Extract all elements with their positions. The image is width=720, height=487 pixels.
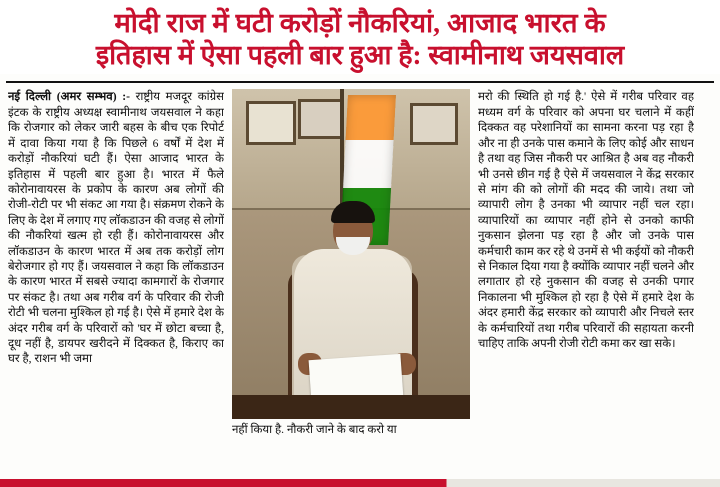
article-column-right [478, 89, 694, 445]
swaminath-jayaswal-portrait [232, 89, 470, 419]
article-body [0, 89, 720, 451]
headline-line-1: मोदी राज में घटी करोड़ों नौकरियां, आजाद भारत के [114, 8, 606, 38]
headline-block [0, 0, 720, 74]
headline-line-2: इतिहास में ऐसा पहली बार हुआ है: स्वामीनाथ जयसवाल [95, 40, 625, 71]
dateline: नई दिल्ली (अमर सम्भव) :- [8, 90, 130, 104]
desk [232, 395, 470, 419]
article-column-left-text: राष्ट्रीय मजदूर कांग्रेस इंटक के राष्ट्रीय अध्यक्ष स्वामीनाथ जयसवाल ने कहा कि रोजगार को लेकर जारी बहस के बीच एक रिपोर्ट में दावा किया गया है कि पिछले 6 वर्षों में देश में करोड़ों नौकरियां घटी हैं। ऐसा आजाद भारत के इतिहास में पहली बार हुआ है। भारत में फैले कोरोनावायरस के प्रकोप के कारण अब लोगों की रोजी-रोटी पर भी संकट आ गया है। संक्रमण रोकने के लिए के देश में लगाए गए लॉकडाउन की वजह से लोगों की नौकरियां खत्म हो रही हैं। कोरोनावायरस और लॉकडाउन के कारण भारत में अब तक करोड़ों लोग बेरोजगार हो गए हैं। जयसवाल ने कहा कि लॉकडाउन के कारण भारत में सबसे ज्यादा कामगारों के रोजगार पर संकट है। तथा अब गरीब वर्ग के परिवार की रोजी रोटी भी चलना मुश्किल हो गई है। ऐसे में हमारे देश के अंदर गरीब वर्ग के परिवारों को 'घर में छोटा बच्चा है, दूध नहीं है, डायपर खरीदने में दिक्कत है, किराए का घर है, राशन भी जमा [8, 90, 224, 366]
article-column-left [8, 89, 224, 445]
bottom-color-strip [0, 479, 720, 487]
headline-divider [6, 81, 714, 83]
photo-caption-text: नहीं किया है. नौकरी जाने के बाद करो या [232, 423, 397, 437]
photo-wall-frame-3 [410, 103, 458, 145]
article-column-right-text: मरो की स्थिति हो गई है.' ऐसे में गरीब परिवार वह मध्यम वर्ग के परिवार को अपना घर चलाने में कहीं दिक्कत वह परेशानियों का सामना करना पड़ रहा है और ना ही उनके पास कमाने के लिए कोई और साधन है तथा वह जिस नौकरी पर आश्रित है अब वह नौकरी भी उनसे छीन गई है ऐसे में जयसवाल ने केंद्र सरकार से मांग की को लोगों की मदद की जाये। तथा जो व्यापारी लोग है उनका भी व्यापार नहीं चल रहा। व्यापारियों का व्यापार नहीं होने से उनको काफी नुकसान झेलना पड़ रहा है और जो उनके पास कर्मचारी काम कर रहे थे उनमें से भी कईयों को नौकरी से निकाल दिया गया है क्योंकि व्यापार नहीं चलने और लगातार हो रहे नुकसान की वजह से उनकी पगार निकालना भी मुश्किल हो रहा है ऐसे में हमारे देश के अंदर हमारी केंद्र सरकार को व्यापारी और निचले स्तर के कर्मचारियों तथा गरीब परिवारों की सहायता करनी चाहिए ताकि अपनी रोजी रोटी कमा कर खा सके। [478, 90, 694, 350]
photo-wall-frame-2 [298, 99, 344, 139]
person-hair [331, 201, 375, 223]
photo-wall-frame-1 [246, 101, 296, 145]
article-column-middle [232, 89, 470, 445]
